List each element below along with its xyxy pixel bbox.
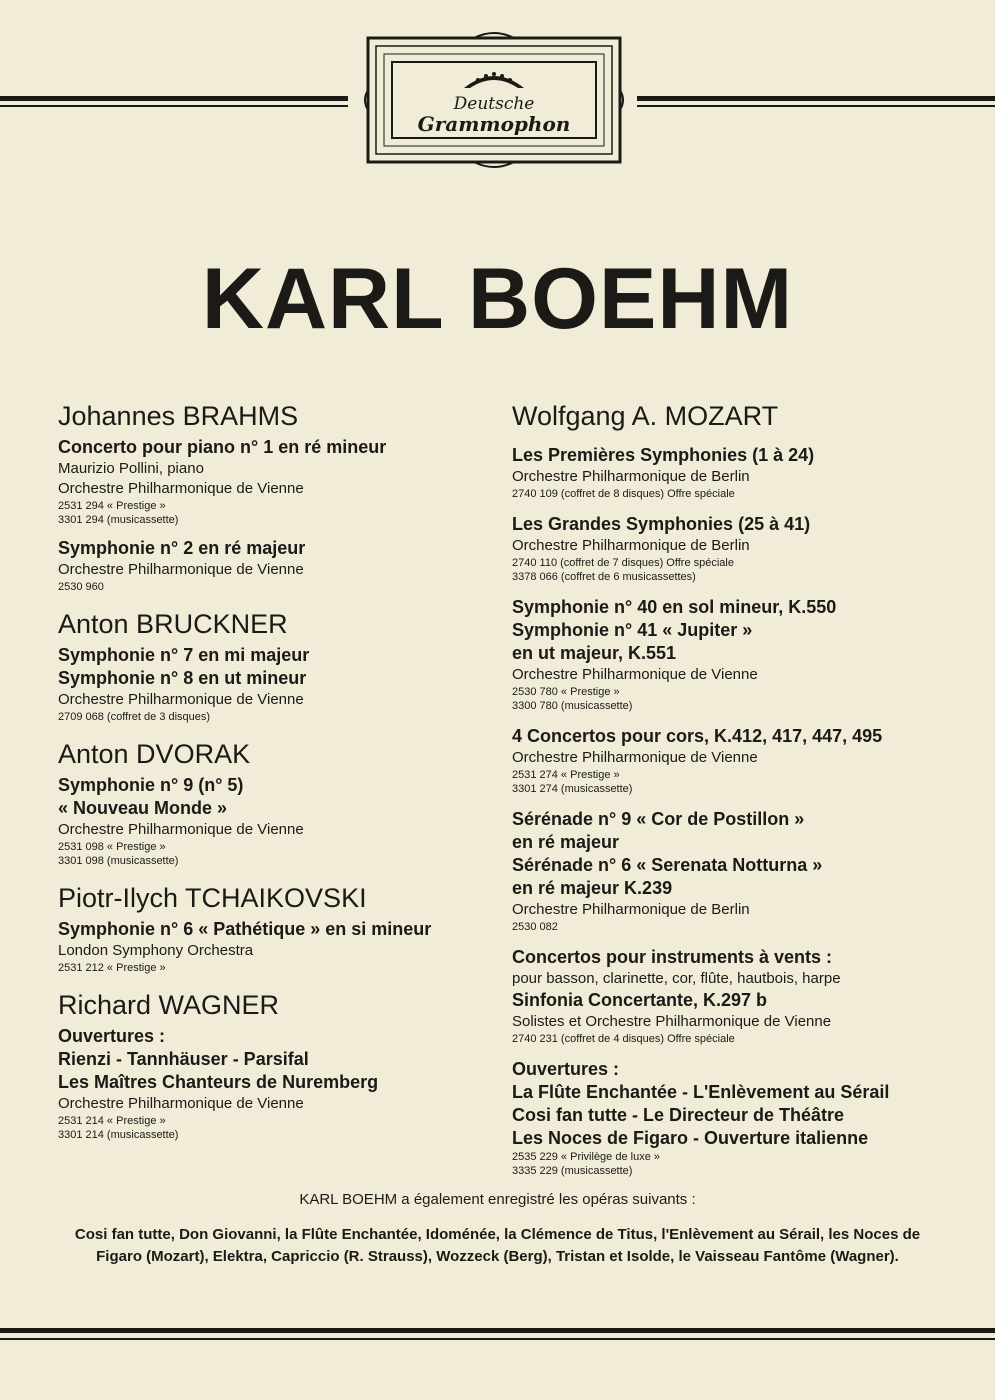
catalog-number: 2531 274 « Prestige »: [512, 769, 620, 781]
work-title: Les Grandes Symphonies (25 à 41): [512, 514, 811, 534]
performer: Orchestre Philharmonique de Berlin: [512, 537, 750, 554]
label-logo: [362, 30, 626, 170]
composer-name: Johannes BRAHMS: [58, 401, 299, 431]
work-title: Ouvertures :: [512, 1059, 620, 1079]
catalog-number: 3300 780 (musicassette): [512, 700, 633, 712]
catalog-number: 2709 068 (coffret de 3 disques): [58, 711, 211, 723]
work-title: en ut majeur, K.551: [512, 643, 677, 663]
footer-opera-list: Cosi fan tutte, Don Giovanni, la Flûte Enchantée, Idoménée, la Clémence de Titus, l'Enlèvement au Sérail, les Noces de Figaro (Mozart), Elektra, Capriccio (R. Strauss), Wozzeck (Berg), Tristan et Isolde, le Vaisseau Fantôme (Wagner).: [74, 1226, 921, 1265]
work-title: en ré majeur: [512, 832, 620, 852]
work-entry: [58, 774, 498, 868]
work-title: Ouvertures :: [58, 1026, 166, 1046]
catalog-number: 2740 110 (coffret de 7 disques) Offre spéciale: [512, 557, 734, 569]
header-rule-left: [0, 96, 348, 101]
catalog-number: 2530 960: [58, 581, 104, 593]
performer: Orchestre Philharmonique de Vienne: [58, 821, 304, 838]
work-title: 4 Concertos pour cors, K.412, 417, 447, 495: [512, 726, 883, 746]
work-entry: [512, 513, 962, 584]
work-entry: [512, 946, 962, 1046]
work-entry: [58, 436, 498, 527]
catalog-number: 2530 780 « Prestige »: [512, 686, 620, 698]
footer-rule: [0, 1328, 995, 1333]
work-entry: [512, 596, 962, 713]
work-title: Symphonie n° 40 en sol mineur, K.550: [512, 597, 837, 617]
work-entry: [58, 644, 498, 724]
work-title: Les Premières Symphonies (1 à 24): [512, 445, 815, 465]
work-title: Symphonie n° 6 « Pathétique » en si mineur: [58, 919, 432, 939]
composer-name: Piotr-Ilych TCHAIKOVSKI: [58, 883, 367, 913]
logo-line-1: Deutsche: [453, 94, 535, 114]
work-title: Symphonie n° 7 en mi majeur: [58, 645, 310, 665]
catalog-number: 2531 212 « Prestige »: [58, 962, 166, 974]
catalog-number: 2740 109 (coffret de 8 disques) Offre spéciale: [512, 488, 735, 500]
performer: Maurizio Pollini, piano: [58, 460, 204, 477]
work-title: Symphonie n° 2 en ré majeur: [58, 538, 306, 558]
work-entry: [512, 808, 962, 934]
work-title: Concertos pour instruments à vents :: [512, 947, 833, 967]
composer-name: Richard WAGNER: [58, 990, 280, 1020]
catalog-number: 3335 229 (musicassette): [512, 1165, 633, 1177]
performer: Orchestre Philharmonique de Vienne: [58, 480, 304, 497]
work-entry: [58, 918, 498, 975]
performer: Orchestre Philharmonique de Vienne: [58, 561, 304, 578]
performer: pour basson, clarinette, cor, flûte, hautbois, harpe: [512, 970, 841, 987]
catalog-number: 3301 214 (musicassette): [58, 1129, 179, 1141]
performer: Orchestre Philharmonique de Berlin: [512, 468, 750, 485]
work-title: en ré majeur K.239: [512, 878, 673, 898]
work-title: La Flûte Enchantée - L'Enlèvement au Sérail: [512, 1082, 890, 1102]
right-column: [512, 398, 962, 1190]
work-title: Symphonie n° 41 « Jupiter »: [512, 620, 753, 640]
performer: Orchestre Philharmonique de Vienne: [58, 1095, 304, 1112]
work-entry: [512, 1058, 962, 1178]
page-title: KARL BOEHM: [201, 251, 794, 347]
work-title: Symphonie n° 9 (n° 5): [58, 775, 244, 795]
performer: Orchestre Philharmonique de Vienne: [512, 749, 758, 766]
work-entry: [58, 1025, 498, 1142]
work-entry: [58, 537, 498, 594]
performer: Solistes et Orchestre Philharmonique de Vienne: [512, 1013, 832, 1030]
work-title: Symphonie n° 8 en ut mineur: [58, 668, 307, 688]
work-title: Sérénade n° 9 « Cor de Postillon »: [512, 809, 805, 829]
catalog-number: 2535 229 « Privilège de luxe »: [512, 1151, 660, 1163]
work-title: Sinfonia Concertante, K.297 b: [512, 990, 768, 1010]
work-title: Cosi fan tutte - Le Directeur de Théâtre: [512, 1105, 845, 1125]
catalog-number: 3378 066 (coffret de 6 musicassettes): [512, 571, 696, 583]
work-entry: [512, 725, 962, 796]
composer-name: Anton DVORAK: [58, 739, 251, 769]
work-title: « Nouveau Monde »: [58, 798, 228, 818]
performer: Orchestre Philharmonique de Berlin: [512, 901, 750, 918]
work-title: Rienzi - Tannhäuser - Parsifal: [58, 1049, 309, 1069]
catalog-number: 2531 214 « Prestige »: [58, 1115, 166, 1127]
composer-name: Wolfgang A. MOZART: [512, 401, 779, 431]
composer-name: Anton BRUCKNER: [58, 609, 288, 639]
catalog-number: 3301 274 (musicassette): [512, 783, 633, 795]
footer-intro: KARL BOEHM a également enregistré les opéras suivants :: [299, 1191, 696, 1208]
catalog-number: 2531 098 « Prestige »: [58, 841, 166, 853]
work-title: Les Noces de Figaro - Ouverture italienne: [512, 1128, 869, 1148]
catalog-number: 3301 294 (musicassette): [58, 514, 179, 526]
logo-line-2: Grammophon: [417, 112, 571, 136]
left-column: [58, 398, 498, 1152]
work-entry: [512, 444, 962, 501]
header-rule-right: [637, 96, 995, 101]
performer: Orchestre Philharmonique de Vienne: [58, 691, 304, 708]
work-title: Les Maîtres Chanteurs de Nuremberg: [58, 1072, 379, 1092]
performer: London Symphony Orchestra: [58, 942, 254, 959]
work-title: Sérénade n° 6 « Serenata Notturna »: [512, 855, 823, 875]
catalog-number: 3301 098 (musicassette): [58, 855, 179, 867]
work-title: Concerto pour piano n° 1 en ré mineur: [58, 437, 387, 457]
catalog-number: 2740 231 (coffret de 4 disques) Offre spéciale: [512, 1033, 735, 1045]
catalog-number: 2530 082: [512, 921, 558, 933]
performer: Orchestre Philharmonique de Vienne: [512, 666, 758, 683]
catalog-number: 2531 294 « Prestige »: [58, 500, 166, 512]
